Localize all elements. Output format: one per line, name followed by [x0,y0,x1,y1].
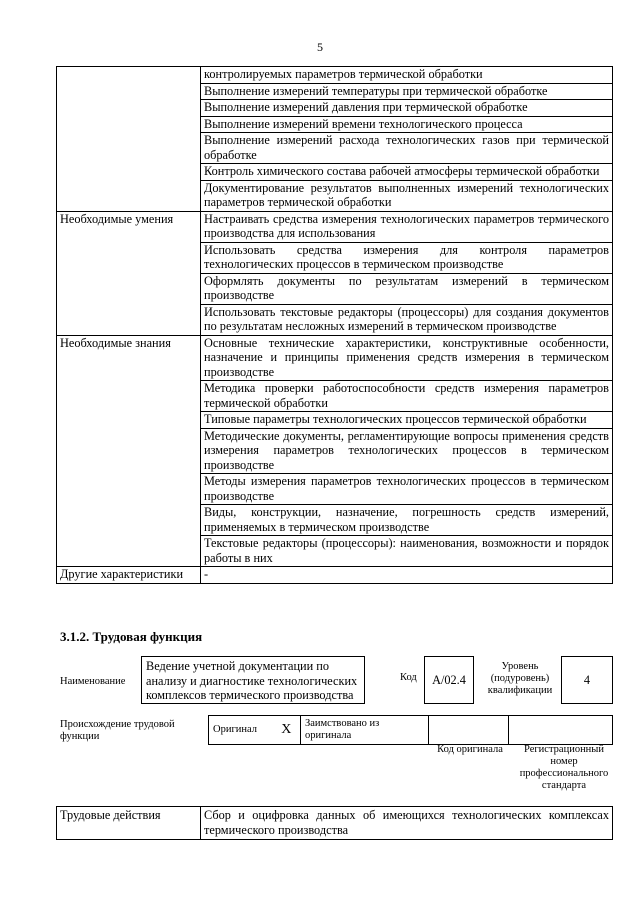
skill-item: Настраивать средства измерения технологических параметров термического производства для использования [201,211,613,242]
reg-number-cell [509,716,613,745]
skill-item: Оформлять документы по результатам измерений в термическом производстве [201,273,613,304]
level-box [561,656,613,704]
table-row [57,807,613,840]
level-value: 4 [583,672,591,687]
original-mark: X [273,716,301,745]
other-item: - [201,567,613,584]
origin-label: Происхождение трудовой функции [60,719,175,742]
table-row [57,211,613,242]
section-title: 3.1.2. Трудовая функция [60,629,203,644]
level-label: Уровень (подуровень) квалификации [487,661,553,696]
requirement-item: Выполнение измерений температуры при термической обработке [201,83,613,100]
function-name-value: Ведение учетной документации по анализу и диагностике технологических комплексов термического производства [146,659,358,702]
requirements-table [56,66,613,584]
page-number: 5 [317,40,323,54]
requirement-item: Контроль химического состава рабочей атмосферы термической обработки [201,164,613,181]
borrowed-label: Заимствовано из оригинала [301,716,429,745]
row-label-knowledge: Необходимые знания [57,335,201,567]
knowledge-item: Основные технические характеристики, конструктивные особенности, назначение и принципы применения средств измерения в термическом производстве [201,335,613,381]
requirement-item: Выполнение измерений давления при термической обработке [201,100,613,117]
knowledge-item: Методические документы, регламентирующие вопросы применения средств измерения параметров технологических процессов в термическом производстве [201,428,613,474]
name-label: Наименование [60,676,126,687]
labor-actions-label: Трудовые действия [57,807,201,840]
requirement-item: Выполнение измерений времени технологического процесса [201,116,613,133]
reg-number-label: Регистрационный номер профессионального стандарта [519,744,609,791]
code-original-label: Код оригинала [437,744,503,755]
labor-action-item: Сбор и оцифровка данных об имеющихся технологических комплексах термического производства [201,807,613,840]
knowledge-item: Методы измерения параметров технологических процессов в термическом производстве [201,474,613,505]
skill-item: Использовать текстовые редакторы (процессоры) для создания документов по результатам несложных измерений в термическом производстве [201,304,613,335]
labor-actions-table [56,806,613,840]
function-name-box [141,656,365,704]
requirement-item: Документирование результатов выполненных измерений технологических параметров термической обработки [201,180,613,211]
skill-item: Использовать средства измерения для контроля параметров технологических процессов в термическом производстве [201,242,613,273]
knowledge-item: Виды, конструкции, назначение, погрешность средств измерений, применяемых в термическом производстве [201,505,613,536]
code-label: Код [400,672,417,683]
knowledge-item: Методика проверки работоспособности средств измерения параметров термической обработки [201,381,613,412]
code-box [424,656,474,704]
knowledge-item: Типовые параметры технологических процессов термической обработки [201,412,613,429]
requirement-item: Выполнение измерений расхода технологических газов при термической обработке [201,133,613,164]
origin-table [208,715,613,745]
original-label: Оригинал [209,716,273,745]
table-row [209,716,613,745]
table-row [57,567,613,584]
table-row [57,67,613,84]
row-label-other: Другие характеристики [57,567,201,584]
row-label [57,67,201,212]
code-original-cell [429,716,509,745]
requirement-item: контролируемых параметров термической обработки [201,67,613,84]
row-label-skills: Необходимые умения [57,211,201,335]
knowledge-item: Текстовые редакторы (процессоры): наименования, возможности и порядок работы в них [201,536,613,567]
table-row [57,335,613,381]
code-value: A/02.4 [432,672,466,687]
